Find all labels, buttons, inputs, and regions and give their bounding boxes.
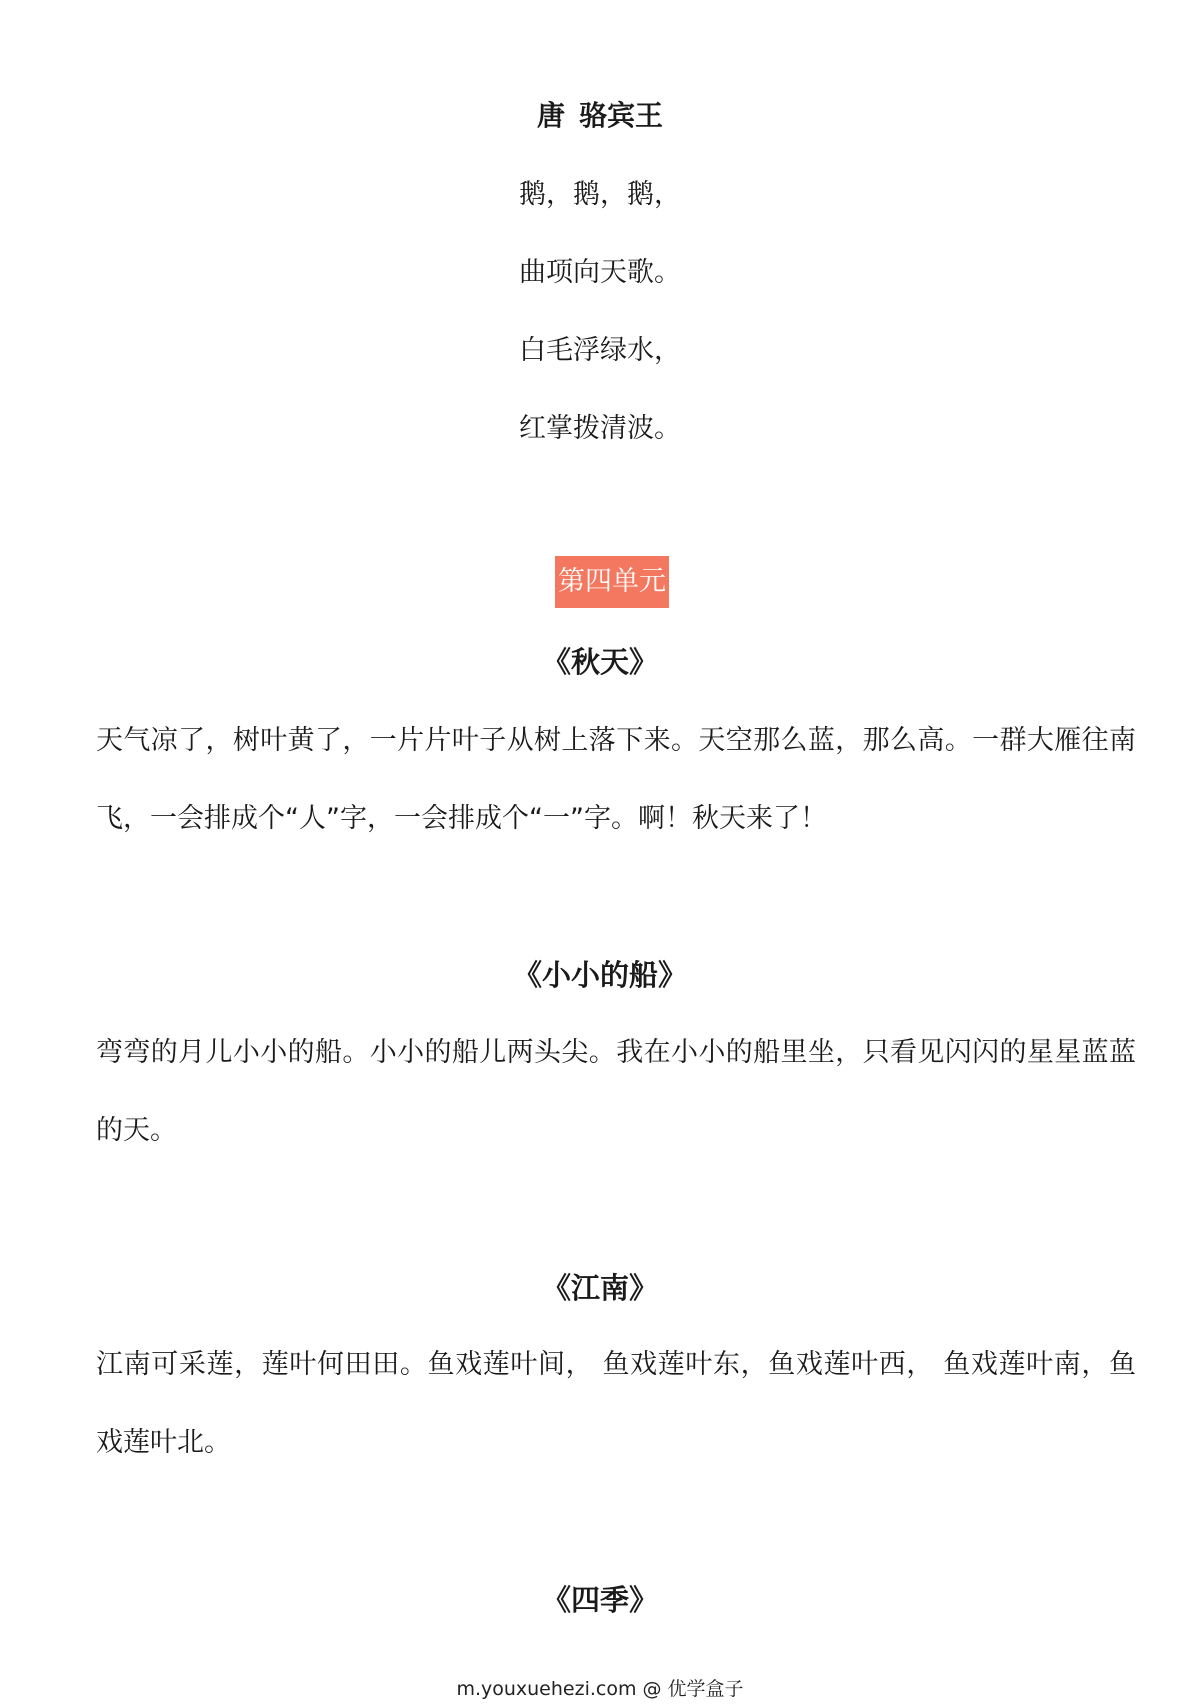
section-title: 《秋天》 <box>541 645 658 679</box>
poem-author <box>0 96 1200 136</box>
section-paragraph: 江南可采莲，莲叶何田田。鱼戏莲叶间， 鱼戏莲叶东，鱼戏莲叶西， 鱼戏莲叶南，鱼戏莲叶北。 <box>96 1349 1136 1458</box>
poem-line: 鹅，鹅，鹅， <box>519 179 681 210</box>
section-paragraph: 天气凉了，树叶黄了，一片片叶子从树上落下来。天空那么蓝，那么高。一群大雁往南飞，一会排成个“人”字，一会排成个“一”字。啊！秋天来了！ <box>96 725 1136 834</box>
footer-watermark: m.youxuehezi.com @ 优学盒子 <box>456 1678 744 1700</box>
section-title: 《江南》 <box>541 1271 658 1305</box>
section-title: 《小小的船》 <box>512 958 687 992</box>
poem-line: 白毛浮绿水， <box>519 335 681 366</box>
poem-line: 曲项向天歌。 <box>519 257 681 288</box>
poem-line: 红掌拨清波。 <box>519 413 681 444</box>
poem-author-name: 骆宾王 <box>579 99 664 132</box>
section-title: 《四季》 <box>541 1583 658 1617</box>
unit-badge: 第四单元 <box>555 556 669 608</box>
section-paragraph: 弯弯的月儿小小的船。小小的船儿两头尖。我在小小的船里坐，只看见闪闪的星星蓝蓝的天。 <box>96 1037 1136 1146</box>
poem-dynasty: 唐 <box>536 99 565 132</box>
